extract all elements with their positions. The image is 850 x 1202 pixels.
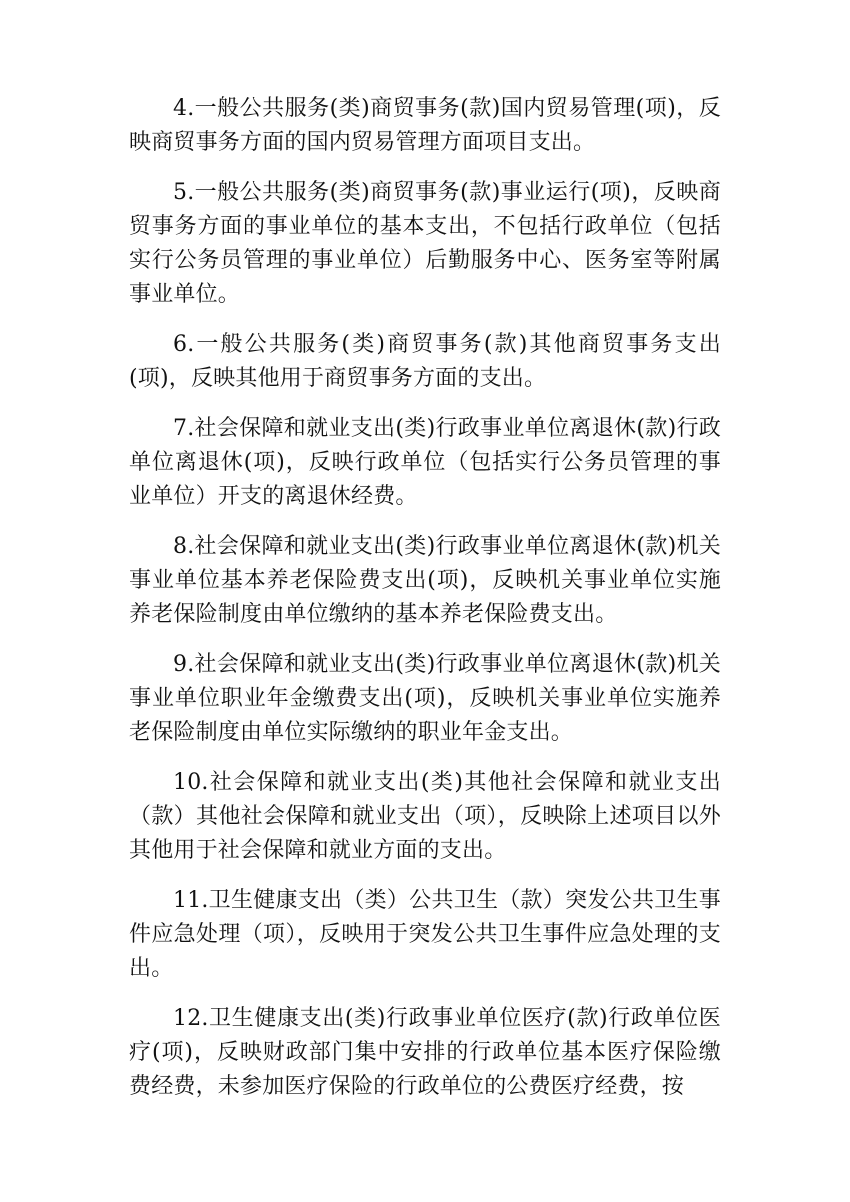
paragraph-item-8: 8.社会保障和就业支出(类)行政事业单位离退休(款)机关事业单位基本养老保险费支出(项)，反映机关事业单位实施养老保险制度由单位缴纳的基本养老保险费支出。 [129, 534, 721, 627]
paragraph-item-7: 7.社会保障和就业支出(类)行政事业单位离退休(款)行政单位离退休(项)，反映行政单位（包括实行公务员管理的事业单位）开支的离退休经费。 [129, 416, 721, 509]
paragraph-item-10: 10.社会保障和就业支出(类)其他社会保障和就业支出（款）其他社会保障和就业支出（项），反映除上述项目以外其他用于社会保障和就业方面的支出。 [129, 770, 721, 863]
paragraph-item-6: 6.一般公共服务(类)商贸事务(款)其他商贸事务支出(项)，反映其他用于商贸事务方面的支出。 [129, 332, 721, 391]
paragraph-item-9: 9.社会保障和就业支出(类)行政事业单位离退休(款)机关事业单位职业年金缴费支出(项)，反映机关事业单位实施养老保险制度由单位实际缴纳的职业年金支出。 [129, 652, 721, 745]
paragraph-item-12: 12.卫生健康支出(类)行政事业单位医疗(款)行政单位医疗(项)，反映财政部门集中安排的行政单位基本医疗保险缴费经费，未参加医疗保险的行政单位的公费医疗经费，按 [129, 1006, 721, 1099]
paragraph-item-11: 11.卫生健康支出（类）公共卫生（款）突发公共卫生事件应急处理（项），反映用于突发公共卫生事件应急处理的支出。 [129, 888, 721, 981]
paragraph-item-5: 5.一般公共服务(类)商贸事务(款)事业运行(项)，反映商贸事务方面的事业单位的基本支出，不包括行政单位（包括实行公务员管理的事业单位）后勤服务中心、医务室等附属事业单位。 [129, 180, 721, 307]
paragraph-item-4: 4.一般公共服务(类)商贸事务(款)国内贸易管理(项)，反映商贸事务方面的国内贸易管理方面项目支出。 [129, 96, 721, 155]
